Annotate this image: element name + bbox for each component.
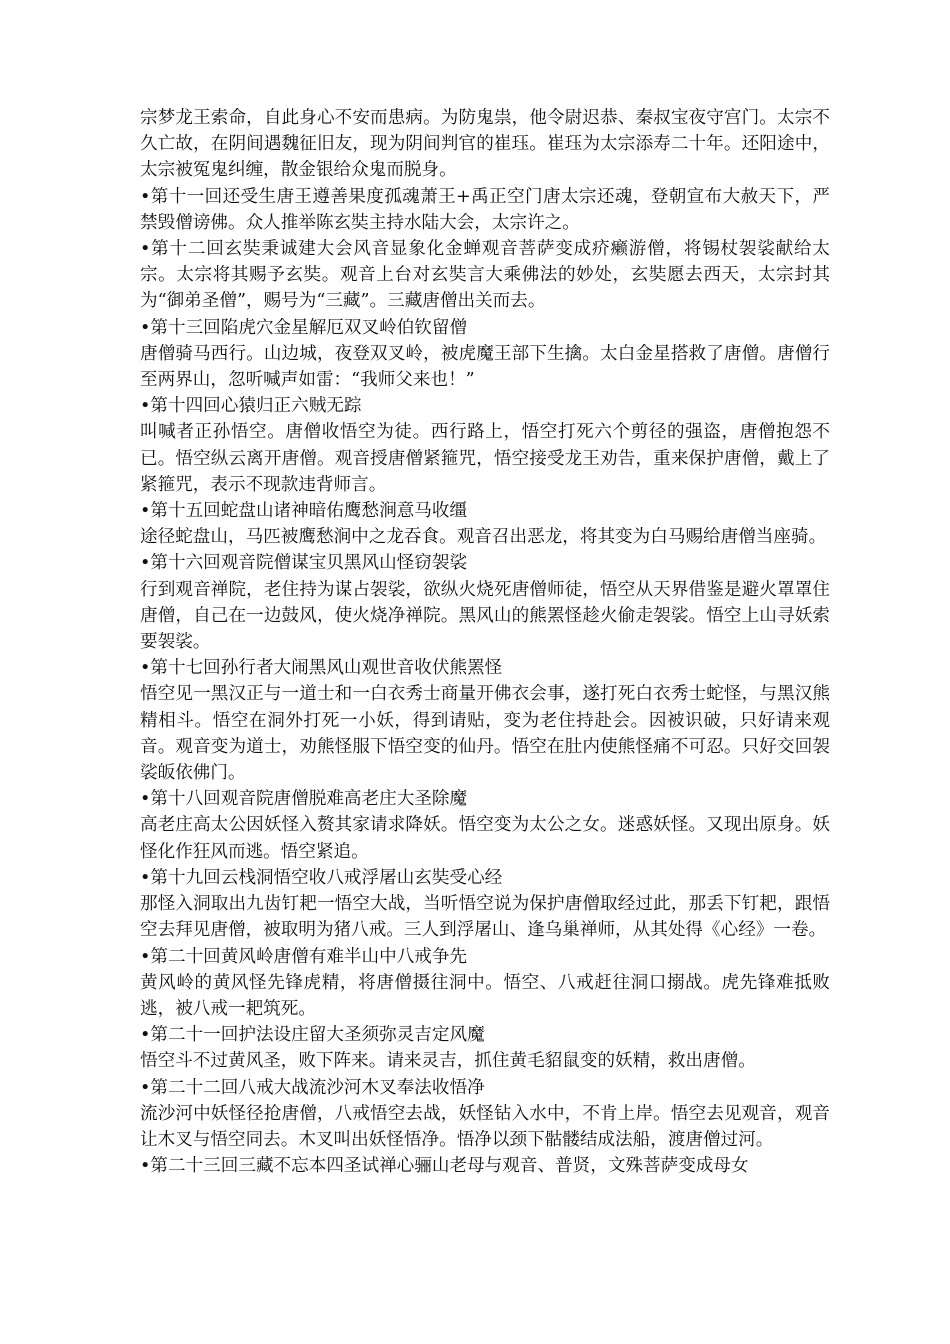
chapter-heading: •第十九回云栈洞悟空收八戒浮屠山玄奘受心经 — [140, 867, 503, 888]
paragraph-line: 行到观音禅院，老住持为谋占袈裟，欲纵火烧死唐僧师徒，悟空从天界借鉴是避火罩罩住唐僧，自己在一边鼓风，使火烧净禅院。黑风山的熊罴怪趁火偷走袈裟。悟空上山寻妖索要袈裟。 — [140, 579, 830, 653]
chapter-heading: •第二十二回八戒大战流沙河木叉奉法收悟净 — [140, 1077, 485, 1098]
chapter-heading: •第十八回观音院唐僧脱难高老庄大圣除魔 — [140, 789, 468, 810]
paragraph-line: 宗梦龙王索命，自此身心不安而患病。为防鬼祟，他令尉迟恭、秦叔宝夜守宫门。太宗不久亡故，在阴间遇魏征旧友，现为阴间判官的崔珏。崔珏为太宗添寿二十年。还阳途中，太宗被冤鬼纠缠，散金银给众鬼而脱身。 — [140, 108, 830, 181]
chapter-heading: •第十七回孙行者大闹黑风山观世音收伏熊罴怪 — [140, 658, 503, 679]
paragraph-line: 高老庄高太公因妖怪入赘其家请求降妖。悟空变为太公之女。迷惑妖怪。又现出原身。妖怪化作狂风而逃。悟空紧追。 — [140, 815, 830, 862]
paragraph-line: 途径蛇盘山，马匹被鹰愁涧中之龙吞食。观音召出恶龙，将其变为白马赐给唐僧当座骑。 — [140, 527, 827, 548]
chapter-heading: •第二十一回护法设庄留大圣须弥灵吉定风魔 — [140, 1025, 485, 1046]
paragraph-line: 黄风岭的黄风怪先锋虎精，将唐僧摄往洞中。悟空、八戒赶往洞口搦战。虎先锋难抵败逃，被八戒一耙筑死。 — [140, 972, 830, 1019]
chapter-heading: •第二十三回三藏不忘本四圣试禅心骊山老母与观音、普贤，文殊菩萨变成母女 — [140, 1156, 749, 1177]
chapter-heading: •第二十回黄风岭唐僧有难半山中八戒争先 — [140, 946, 468, 967]
paragraph-line: 叫喊者正孙悟空。唐僧收悟空为徒。西行路上，悟空打死六个剪径的强盗，唐僧抱怨不已。悟空纵云离开唐僧。观音授唐僧紧箍咒，悟空接受龙王劝告，重来保护唐僧，戴上了紧箍咒，表示不现款违背师言。 — [140, 422, 830, 495]
paragraph-line: 流沙河中妖怪径抢唐僧，八戒悟空去战，妖怪钻入水中，不肯上岸。悟空去见观音，观音让木叉与悟空同去。木叉叫出妖怪悟净。悟净以颈下骷髅结成法船，渡唐僧过河。 — [140, 1103, 830, 1150]
paragraph-line: 唐僧骑马西行。山边城，夜登双叉岭，被虎魔王部下生擒。太白金星搭救了唐僧。唐僧行至两界山，忽听喊声如雷：“我师父来也！” — [140, 343, 830, 391]
paragraph-line: •第十二回玄奘秉诚建大会风音显象化金蝉观音菩萨变成疥癞游僧，将锡杖袈裟献给太宗。太宗将其赐予玄奘。观音上台对玄奘言大乘佛法的妙处，玄奘愿去西天，太宗封其为“御弟圣僧”，赐号为“三藏”。三藏唐僧出关而去。 — [140, 239, 830, 312]
document-page — [140, 105, 830, 1179]
paragraph-line: •第十一回还受生唐王遵善果度孤魂萧王+禹正空门唐太宗还魂，登朝宣布大赦天下，严禁毁僧谤佛。众人推举陈玄奘主持水陆大会，太宗许之。 — [140, 186, 830, 233]
chapter-heading: •第十四回心猿归正六贼无踪 — [140, 396, 362, 417]
paragraph-line: 悟空斗不过黄风圣，败下阵来。请来灵吉，抓住黄毛貂鼠变的妖精，救出唐僧。 — [140, 1051, 756, 1072]
paragraph-line: 那怪入洞取出九齿钉耙一悟空大战，当听悟空说为保护唐僧取经过此，那丢下钉耙，跟悟空去拜见唐僧，被取明为猪八戒。三人到浮屠山、逢乌巢禅师，从其处得《心经》一卷。 — [140, 894, 830, 941]
paragraph-line: 悟空见一黑汉正与一道士和一白衣秀士商量开佛衣会事，遂打死白衣秀士蛇怪，与黑汉熊精相斗。悟空在洞外打死一小妖，得到请贴，变为老住持赴会。因被识破，只好请来观音。观音变为道士，劝熊怪服下悟空变的仙丹。悟空在肚内使熊怪痛不可忍。只好交回袈裟皈依佛门。 — [140, 684, 830, 784]
chapter-heading: •第十六回观音院僧谋宝贝黑风山怪窃袈裟 — [140, 553, 468, 574]
chapter-heading: •第十五回蛇盘山诸神暗佑鹰愁涧意马收缰 — [140, 501, 468, 522]
chapter-heading: •第十三回陷虎穴金星解厄双叉岭伯钦留僧 — [140, 317, 468, 338]
